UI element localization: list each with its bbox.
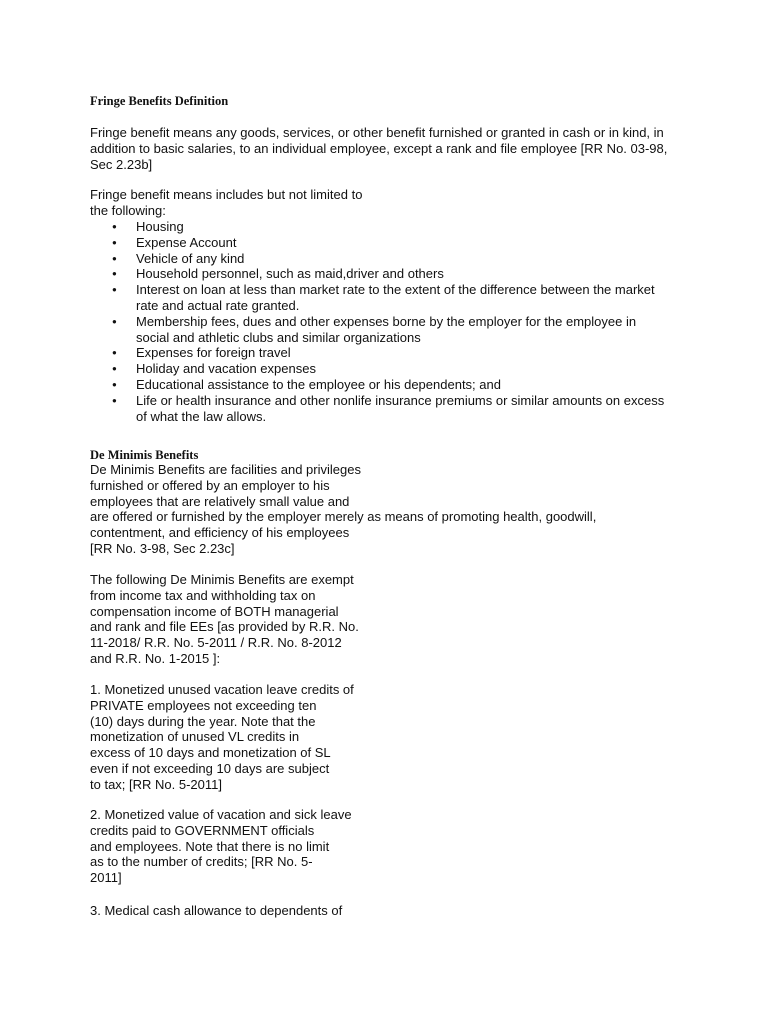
fringe-benefits-heading: Fringe Benefits Definition [90, 94, 229, 108]
de-minimis-definition: De Minimis Benefits are facilities and privileges furnished or offered by an employer to his employees that are relatively small value and are offered or furnished by the employer merely as means of promoting health, goodwill, contentment, and efficiency of his employees [RR No. 3-98, Sec 2.23c] [90, 462, 597, 556]
list-item: ● Life or health insurance and other nonlife insurance premiums or similar amounts on excess of what the law allows. [90, 393, 690, 425]
fringe-benefit-includes-intro: Fringe benefit means includes but not limited to the following: [90, 187, 363, 218]
list-item: ● Educational assistance to the employee or his dependents; and [90, 377, 690, 393]
list-item: ● Interest on loan at less than market rate to the extent of the difference between the market rate and actual rate granted. [90, 282, 690, 314]
de-minimis-item-3: 3. Medical cash allowance to dependents of [90, 903, 343, 918]
de-minimis-exempt-intro: The following De Minimis Benefits are exempt from income tax and withholding tax on compensation income of BOTH managerial and rank and file EEs [as provided by R.R. No. 11-2018/ R.R. No. 5-2011 / R.R. No. 8-2012 and R.R. No. 1-2015 ]: [90, 572, 359, 666]
list-item: ● Household personnel, such as maid,driver and others [90, 266, 690, 282]
de-minimis-item-1: 1. Monetized unused vacation leave credits of PRIVATE employees not exceeding ten (10) days during the year. Note that the monetization of unused VL credits in excess of 10 days and monetization of SL even if not exceeding 10 days are subject to tax; [RR No. 5-2011] [90, 682, 354, 792]
list-item: ● Expenses for foreign travel [90, 345, 690, 361]
fringe-benefit-definition: Fringe benefit means any goods, services, or other benefit furnished or granted in cash or in kind, in addition to basic salaries, to an individual employee, except a rank and file employee [RR No. 03-98, Sec 2.23b] [90, 125, 668, 172]
fringe-benefit-list [90, 219, 690, 424]
de-minimis-item-2: 2. Monetized value of vacation and sick leave credits paid to GOVERNMENT officials and employees. Note that there is no limit as to the number of credits; [RR No. 5- 2011] [90, 807, 352, 886]
list-item: ● Expense Account [90, 235, 690, 251]
list-item: ● Membership fees, dues and other expenses borne by the employer for the employee in social and athletic clubs and similar organizations [90, 314, 690, 346]
list-item: ● Vehicle of any kind [90, 251, 690, 267]
de-minimis-heading: De Minimis Benefits [90, 448, 199, 462]
list-item: ● Holiday and vacation expenses [90, 361, 690, 377]
list-item: ● Housing [90, 219, 690, 235]
